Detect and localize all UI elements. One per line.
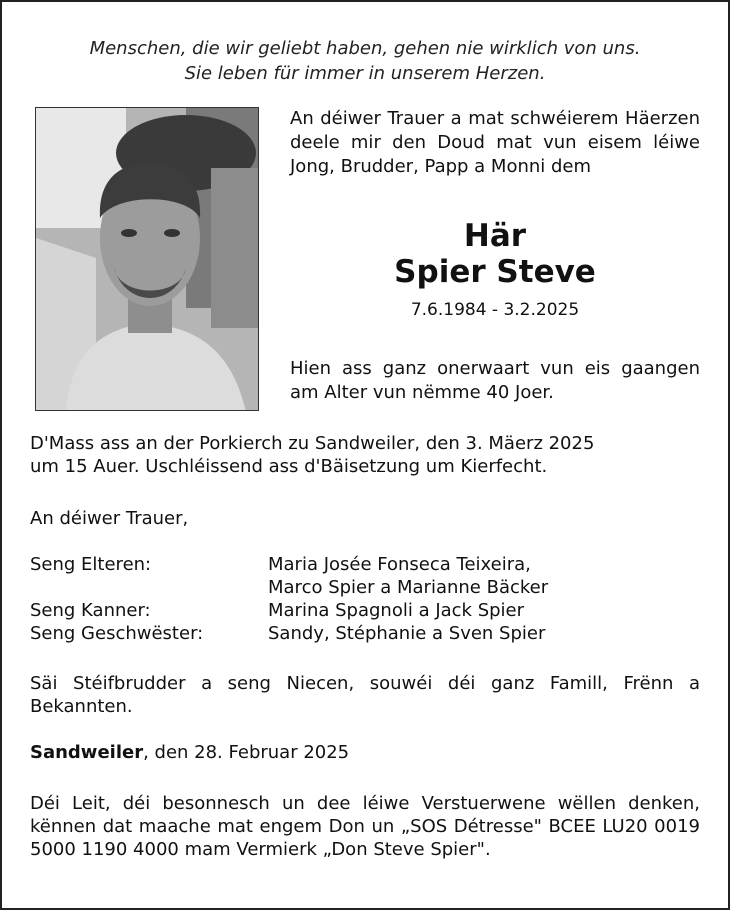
quote-line-2: Sie leben für immer in unserem Herzen. (184, 63, 546, 84)
children-value: Marina Spagnoli a Jack Spier (268, 600, 525, 621)
children-label: Seng Kanner: (30, 600, 151, 621)
quote-line-1: Menschen, die wir geliebt haben, gehen nie wirklich von uns. (89, 38, 641, 59)
mourning-line: An déiwer Trauer, (30, 508, 189, 529)
parents-label: Seng Elteren: (30, 554, 152, 575)
others-text: Säi Stéifbrudder a seng Niecen, souwéi déi ganz Famill, Frënn a Bekannten. (30, 673, 700, 717)
mass-line-2: um 15 Auer. Uschléissend ass d'Bäisetzung um Kierfecht. (30, 456, 548, 477)
parents-value-2: Marco Spier a Marianne Bäcker (268, 577, 549, 598)
siblings-value: Sandy, Stéphanie a Sven Spier (268, 623, 546, 644)
mass-line-1: D'Mass ass an der Porkierch zu Sandweiler, den 3. Mäerz 2025 (30, 433, 595, 454)
mass-info (30, 432, 700, 478)
place-name: Sandweiler (30, 742, 144, 763)
portrait-photo (35, 107, 259, 411)
intro-text: An déiwer Trauer a mat schwéierem Häerzen deele mir den Doud mat vun eisem léiwe Jong, Brudder, Papp a Monni dem (290, 108, 700, 177)
deceased-title: Här (463, 218, 527, 254)
notice-date: , den 28. Februar 2025 (143, 742, 350, 763)
deceased-name: Spier Steve (394, 254, 596, 290)
siblings-label: Seng Geschwëster: (30, 623, 204, 644)
parents-value-1: Maria Josée Fonseca Teixeira, (268, 554, 531, 575)
life-dates: 7.6.1984 - 3.2.2025 (410, 300, 580, 320)
memorial-quote (30, 36, 700, 86)
portrait-icon (36, 108, 259, 411)
place-date (30, 741, 700, 764)
donation-text: Déi Leit, déi besonnesch un dee léiwe Verstuerwene wëllen denken, kënnen dat maache mat engem Don un „SOS Détresse" BCEE LU20 0019 5000 1190 4000 mam Vermierk „Don Steve Spier". (30, 793, 700, 860)
age-note: Hien ass ganz onerwaart vun eis gaangen am Alter vun nëmme 40 Joer. (290, 358, 700, 403)
